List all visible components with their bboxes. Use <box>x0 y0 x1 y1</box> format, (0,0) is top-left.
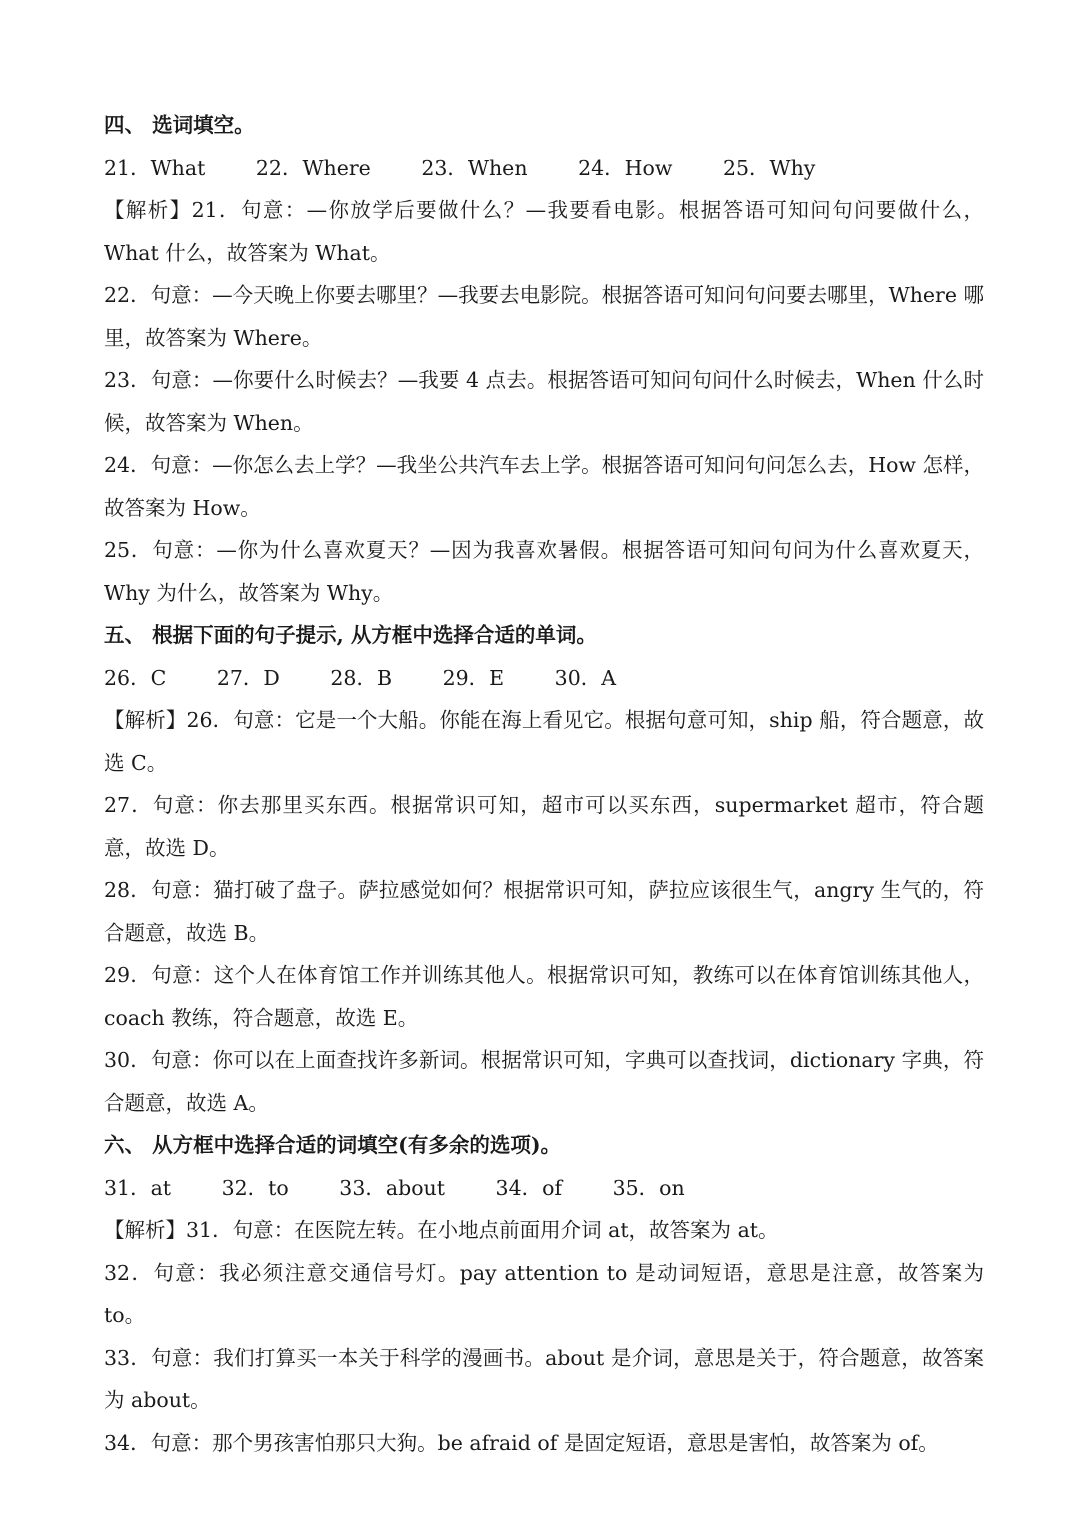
section-5-title: 五、 根据下面的句子提示, 从方框中选择合适的单词。 <box>104 623 597 647</box>
explanation-30: 30．句意：你可以在上面查找许多新词。根据常识可知，字典可以查找词，dictionary 字典，符合题意，故选 A。 <box>104 1048 984 1115</box>
explanation-21: 【解析】21．句意：—你放学后要做什么？—我要看电影。根据答语可知问句问要做什么，What 什么，故答案为 What。 <box>104 198 984 265</box>
answer-26: 26．C <box>104 665 167 690</box>
answer-key-page <box>104 104 984 1464</box>
explanation-25: 25．句意：—你为什么喜欢夏天？—因为我喜欢暑假。根据答语可知问句问为什么喜欢夏天，Why 为什么，故答案为 Why。 <box>104 538 984 605</box>
answer-29: 29．E <box>442 665 505 690</box>
explanation-28: 28．句意：猫打破了盘子。萨拉感觉如何？根据常识可知，萨拉应该很生气，angry 生气的，符合题意，故选 B。 <box>104 878 984 945</box>
explanation-24: 24．句意：—你怎么去上学？—我坐公共汽车去上学。根据答语可知问句问怎么去，How 怎样，故答案为 How。 <box>104 453 984 520</box>
answer-35: 35．on <box>612 1175 685 1200</box>
answer-31: 31．at <box>104 1175 172 1200</box>
section-6-answers <box>104 1167 984 1210</box>
explanation-34: 34．句意：那个男孩害怕那只大狗。be afraid of 是固定短语，意思是害怕，故答案为 of。 <box>104 1430 939 1455</box>
answer-28: 28．B <box>330 665 393 690</box>
explanation-33: 33．句意：我们打算买一本关于科学的漫画书。about 是介词，意思是关于，符合题意，故答案为 about。 <box>104 1345 984 1412</box>
section-6-title: 六、 从方框中选择合适的词填空(有多余的选项)。 <box>104 1133 562 1157</box>
section-4-title: 四、 选词填空。 <box>104 113 255 137</box>
answer-24: 24．How <box>578 155 673 180</box>
explanation-23: 23．句意：—你要什么时候去？—我要 4 点去。根据答语可知问句问什么时候去，When 什么时候，故答案为 When。 <box>104 368 984 435</box>
answer-32: 32．to <box>221 1175 289 1200</box>
section-5-answers <box>104 657 984 700</box>
explanation-27: 27．句意：你去那里买东西。根据常识可知，超市可以买东西，supermarket 超市，符合题意，故选 D。 <box>104 793 984 860</box>
explanation-26: 【解析】26．句意：它是一个大船。你能在海上看见它。根据句意可知，ship 船，符合题意，故选 C。 <box>104 708 984 775</box>
explanation-22: 22．句意：—今天晚上你要去哪里？—我要去电影院。根据答语可知问句问要去哪里，Where 哪里，故答案为 Where。 <box>104 283 984 350</box>
explanation-32: 32．句意：我必须注意交通信号灯。pay attention to 是动词短语，意思是注意，故答案为 to。 <box>104 1260 984 1327</box>
explanation-29: 29．句意：这个人在体育馆工作并训练其他人。根据常识可知，教练可以在体育馆训练其他人，coach 教练，符合题意，故选 E。 <box>104 963 984 1030</box>
answer-34: 34．of <box>495 1175 563 1200</box>
answer-25: 25．Why <box>722 155 816 180</box>
answer-22: 22．Where <box>255 155 371 180</box>
answer-27: 27．D <box>216 665 280 690</box>
explanation-31: 【解析】31．句意：在医院左转。在小地点前面用介词 at，故答案为 at。 <box>104 1218 779 1242</box>
section-4-answers <box>104 147 984 190</box>
answer-33: 33．about <box>339 1175 445 1200</box>
answer-21: 21．What <box>104 155 206 180</box>
answer-23: 23．When <box>421 155 528 180</box>
answer-30: 30．A <box>554 665 617 690</box>
